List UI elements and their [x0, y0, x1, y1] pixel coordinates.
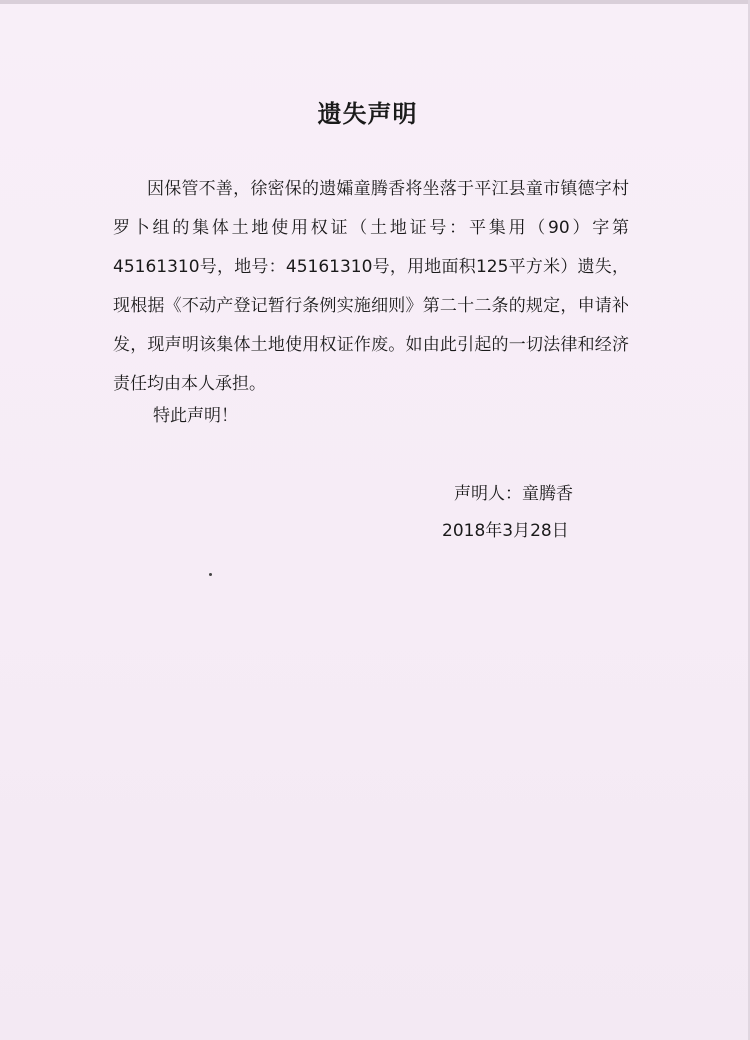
- scan-speck: [209, 573, 212, 576]
- document-date: 2018年3月28日: [442, 521, 569, 541]
- closing-statement: 特此声明！: [153, 406, 238, 426]
- document-body-paragraph: 因保管不善，徐密保的遗孀童腾香将坐落于平江县童市镇德字村罗卜组的集体土地使用权证（土地证号：平集用（90）字第45161310号，地号：45161310号，用地面积125平方米）遗失，现根据《不动产登记暂行条例实施细则》第二十二条的规定，申请补发，现声明该集体土地使用权证作废。如由此引起的一切法律和经济责任均由本人承担。: [113, 179, 629, 394]
- declarant-line: 声明人：童腾香: [454, 484, 573, 504]
- document-title: 遗失声明: [317, 99, 418, 128]
- scan-edge-top: [0, 0, 750, 4]
